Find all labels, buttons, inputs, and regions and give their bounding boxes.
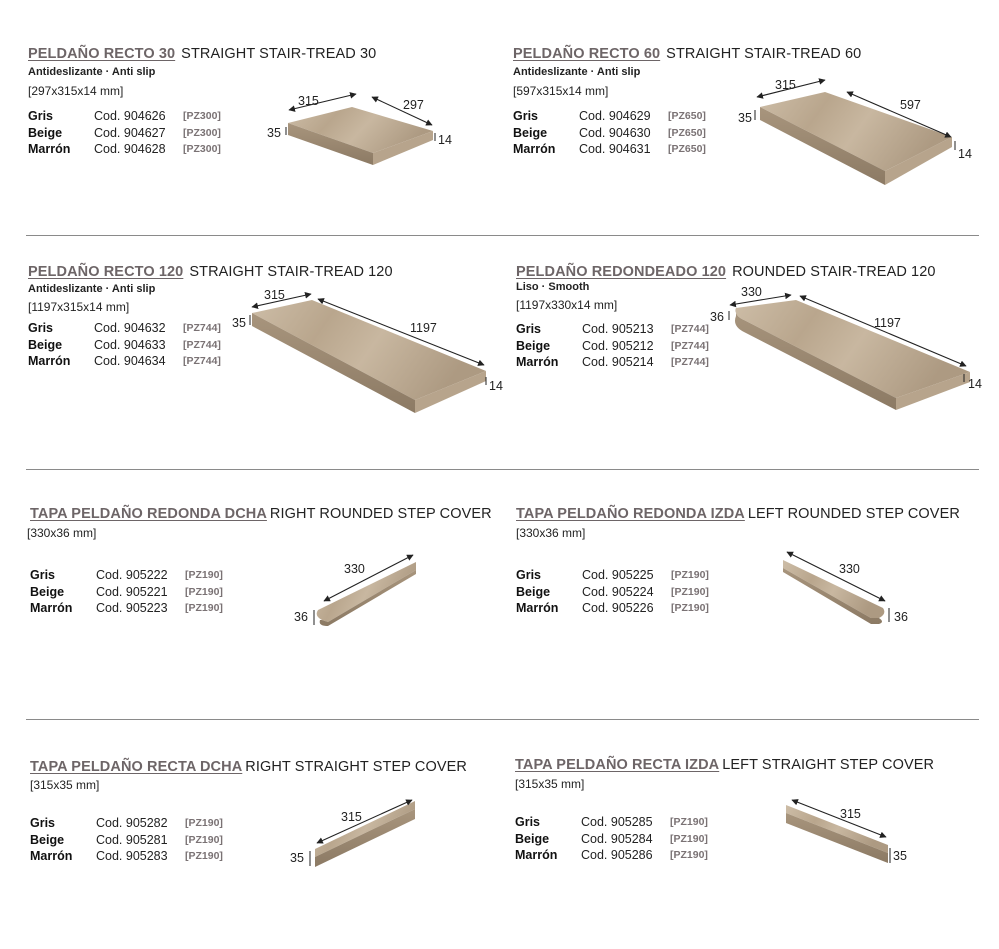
stair-tread-60-illustration [735, 75, 975, 200]
length-label: 1197 [410, 321, 437, 335]
variant-pack: [PZ190] [670, 816, 708, 828]
height-label: 35 [290, 851, 304, 865]
stair-tread-30-illustration [260, 85, 470, 185]
variant-code: Cod. 905221 [96, 584, 168, 599]
variant-color: Gris [28, 321, 54, 335]
variant-color: Gris [30, 816, 56, 830]
variant-color: Beige [30, 584, 65, 599]
dimensions: [1197x315x14 mm] [28, 300, 130, 314]
variant-code: Cod. 905286 [581, 848, 653, 862]
dimensions: [330x36 mm] [27, 526, 97, 540]
dimensions: [330x36 mm] [516, 526, 586, 540]
product-title [28, 46, 376, 62]
thickness-label: 14 [968, 377, 982, 391]
variant-color: Gris [30, 568, 56, 582]
left-straight-cover-illustration [780, 793, 925, 873]
variant-code: Cod. 905284 [581, 831, 653, 846]
title-en: LEFT ROUNDED STEP COVER [747, 506, 960, 522]
width-label: 315 [298, 94, 319, 108]
variant-pack: [PZ190] [670, 832, 708, 845]
variant-pack: [PZ300] [183, 110, 221, 122]
variant-pack: [PZ744] [183, 338, 221, 351]
title-es: TAPA PELDAÑO REDONDA IZDA [516, 506, 745, 522]
variant-pack: [PZ190] [185, 833, 223, 846]
variant-color: Beige [515, 831, 550, 846]
subtitle: Antideslizante · Anti slip [513, 66, 641, 78]
variant-pack: [PZ744] [671, 323, 709, 335]
dimensions: [315x35 mm] [515, 777, 585, 791]
subtitle: Liso · Smooth [516, 281, 590, 293]
thickness-label: 14 [489, 379, 503, 393]
product-title [30, 759, 467, 775]
title-es: PELDAÑO RECTO 120 [28, 264, 184, 280]
dimensions: [597x315x14 mm] [513, 84, 609, 98]
variant-pack: [PZ300] [183, 143, 221, 155]
title-es: PELDAÑO REDONDEADO 120 [516, 264, 727, 280]
variant-pack: [PZ190] [670, 849, 708, 861]
thickness-label: 14 [438, 133, 452, 147]
dimensions: [297x315x14 mm] [28, 84, 124, 98]
height-label: 36 [894, 610, 908, 624]
variant-code: Cod. 905224 [582, 584, 654, 599]
variant-color: Marrón [515, 848, 558, 862]
right-rounded-cover-illustration [290, 550, 430, 630]
variant-pack: [PZ190] [671, 569, 709, 581]
width-label: 315 [264, 288, 285, 302]
variant-color: Marrón [30, 601, 73, 615]
title-es: PELDAÑO RECTO 60 [513, 46, 661, 62]
height-label: 36 [294, 610, 308, 624]
title-en: RIGHT ROUNDED STEP COVER [269, 506, 492, 522]
title-es: TAPA PELDAÑO RECTA IZDA [515, 757, 720, 773]
title-en: RIGHT STRAIGHT STEP COVER [245, 759, 467, 775]
variant-color: Marrón [513, 142, 556, 156]
height-label: 35 [267, 126, 281, 140]
variant-color: Gris [516, 322, 542, 336]
variant-pack: [PZ650] [668, 126, 706, 139]
cover-top [317, 562, 416, 622]
subtitle: Antideslizante · Anti slip [28, 283, 156, 295]
variant-pack: [PZ190] [671, 585, 709, 598]
dimensions: [315x35 mm] [30, 778, 100, 792]
product-title [516, 506, 960, 522]
variant-pack: [PZ650] [668, 143, 706, 155]
length-label: 315 [840, 807, 861, 821]
variant-color: Beige [28, 125, 63, 140]
variant-code: Cod. 904627 [94, 125, 166, 140]
section-divider [26, 719, 979, 720]
variant-color: Beige [513, 125, 548, 140]
title-es: PELDAÑO RECTO 30 [28, 46, 176, 62]
variant-pack: [PZ190] [185, 817, 223, 829]
height-label: 35 [232, 316, 246, 330]
title-en: ROUNDED STAIR-TREAD 120 [732, 264, 936, 280]
variant-pack: [PZ744] [671, 339, 709, 352]
variant-pack: [PZ190] [185, 585, 223, 598]
variant-code: Cod. 905281 [96, 832, 168, 847]
cover-top [783, 560, 884, 618]
variant-color: Beige [516, 338, 551, 353]
height-label: 35 [738, 111, 752, 125]
variant-pack: [PZ190] [185, 602, 223, 614]
variant-color: Beige [516, 584, 551, 599]
variant-pack: [PZ190] [671, 602, 709, 614]
variant-code: Cod. 904628 [94, 142, 166, 156]
variant-color: Gris [515, 815, 541, 829]
thickness-label: 14 [958, 147, 972, 161]
variant-code: Cod. 904632 [94, 321, 166, 335]
product-title [516, 264, 936, 280]
variant-color: Marrón [28, 142, 71, 156]
product-title [30, 506, 492, 522]
variant-code: Cod. 905282 [96, 816, 168, 830]
variant-code: Cod. 905214 [582, 355, 654, 369]
variant-code: Cod. 905213 [582, 322, 654, 336]
variant-code: Cod. 905283 [96, 849, 168, 863]
section-divider [26, 235, 979, 236]
title-en: STRAIGHT STAIR-TREAD 30 [181, 46, 377, 62]
product-title [28, 264, 393, 280]
length-label: 297 [403, 98, 424, 112]
variant-color: Marrón [516, 355, 559, 369]
title-en: STRAIGHT STAIR-TREAD 120 [189, 264, 393, 280]
stair-tread-120-illustration [230, 285, 510, 425]
variant-code: Cod. 905212 [582, 338, 654, 353]
length-label: 330 [344, 562, 365, 576]
width-label: 330 [741, 285, 762, 299]
variant-pack: [PZ190] [185, 850, 223, 862]
dimensions: [1197x330x14 mm] [516, 298, 618, 312]
variant-code: Cod. 905285 [581, 815, 653, 829]
title-es: TAPA PELDAÑO REDONDA DCHA [30, 506, 267, 522]
product-title [515, 757, 934, 773]
variant-code: Cod. 905226 [582, 601, 654, 615]
variant-code: Cod. 904631 [579, 142, 651, 156]
variant-code: Cod. 904626 [94, 109, 166, 123]
variant-code: Cod. 904634 [94, 354, 166, 368]
height-label: 36 [710, 310, 724, 324]
section-divider [26, 469, 979, 470]
variant-color: Beige [28, 337, 63, 352]
variant-pack: [PZ650] [668, 110, 706, 122]
variant-color: Gris [516, 568, 542, 582]
subtitle: Antideslizante · Anti slip [28, 66, 156, 78]
left-rounded-cover-illustration [775, 548, 920, 633]
cover-top [315, 801, 415, 857]
length-label: 315 [341, 810, 362, 824]
variant-code: Cod. 904630 [579, 125, 651, 140]
variant-pack: [PZ300] [183, 126, 221, 139]
cover-top [786, 805, 888, 853]
width-label: 315 [775, 78, 796, 92]
cover-front [786, 813, 888, 863]
variant-color: Gris [28, 109, 54, 123]
product-tapa-recta-dcha [30, 759, 500, 949]
length-label: 1197 [874, 316, 901, 330]
variant-color: Beige [30, 832, 65, 847]
variant-code: Cod. 905223 [96, 601, 168, 615]
title-en: LEFT STRAIGHT STEP COVER [722, 757, 935, 773]
title-en: STRAIGHT STAIR-TREAD 60 [666, 46, 862, 62]
cover-front [315, 809, 415, 867]
variant-code: Cod. 905222 [96, 568, 168, 582]
variant-code: Cod. 905225 [582, 568, 654, 582]
variant-pack: [PZ190] [185, 569, 223, 581]
variant-color: Marrón [30, 849, 73, 863]
title-es: TAPA PELDAÑO RECTA DCHA [30, 759, 243, 775]
product-title [513, 46, 861, 62]
variant-code: Cod. 904633 [94, 337, 166, 352]
rounded-stair-tread-120-illustration [708, 280, 988, 420]
length-label: 597 [900, 98, 921, 112]
height-label: 35 [893, 849, 907, 863]
variant-pack: [PZ744] [183, 322, 221, 334]
variant-color: Gris [513, 109, 539, 123]
variant-color: Marrón [516, 601, 559, 615]
variant-pack: [PZ744] [671, 356, 709, 368]
variant-pack: [PZ744] [183, 355, 221, 367]
length-label: 330 [839, 562, 860, 576]
variant-code: Cod. 904629 [579, 109, 651, 123]
right-straight-cover-illustration [285, 795, 425, 875]
variant-color: Marrón [28, 354, 71, 368]
